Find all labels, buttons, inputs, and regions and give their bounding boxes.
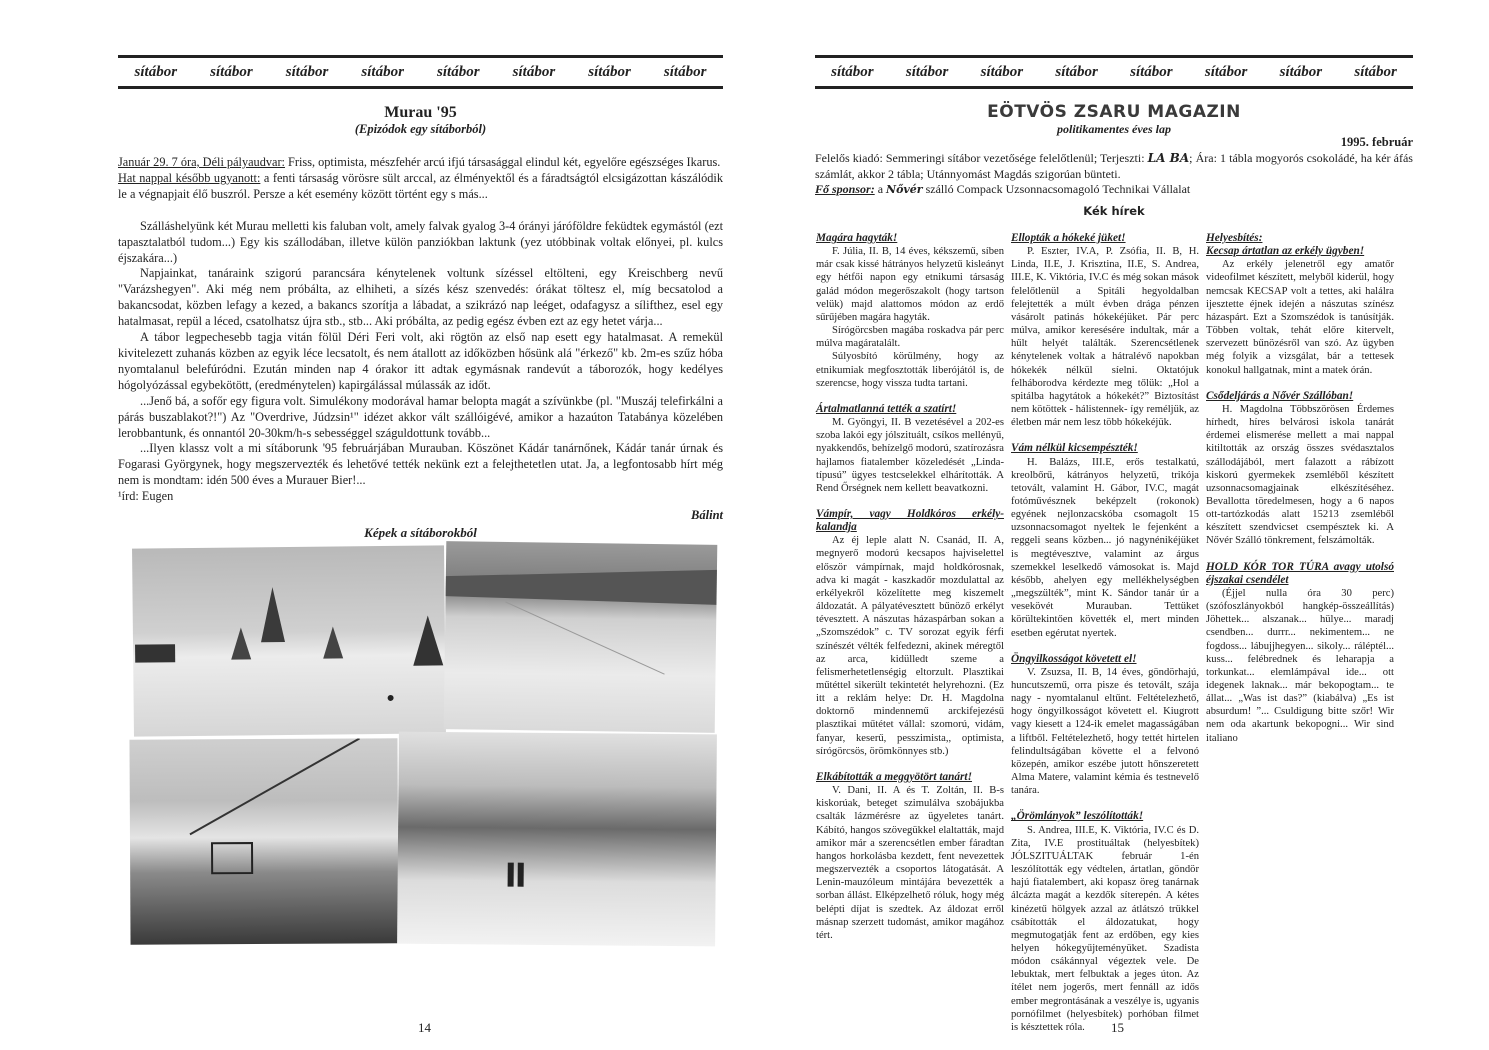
article-subtitle: (Epizódok egy sítáborból) [354,122,487,136]
news-text: F. Júlia, II. B, 14 éves, kékszemű, síben már csak kissé hátrányos helyzetű kisleányt egy hétfői napon egy etnikumi társaság galád módon megerőszakolt (hogy tartson velük) majd alattomos módon az erdő sűrűjében magára hagyták. [816,246,1004,323]
header-word: sítábor [437,63,480,80]
news-text: Az erkély jelenetről egy amatőr videofilmet készített, melyből kiderül, hogy nemcsak KECSAP volt a tettes, aki halálra ijesztette éjnek idején a nászutas színész házaspárt. Ezt a Szomszédok is tanúsítják. Többen voltak, tehát előre kitervelt, szervezett bűnözésről van szó. Az ügyben még folyik a vizsgálat, bár a tettesek konokul hallgatnak, mint a matek órán. [1206,259,1394,376]
photo-collage [130,543,716,941]
sponsor-label: Fő sponsor: [815,182,875,196]
news-headline: HOLD KÓR TOR TÚRA avagy utolsó éjszakai csendélet [1206,560,1394,586]
header-word: sítábor [210,63,253,80]
news-headline: Vámpír, vagy Holdkóros erkély-kalandja [816,507,1004,534]
imprint-text: ; Ára: 1 tábla mogyorós csokoládé, ha kér áfás számlát, akkor 2 tábla; Utánnyomást Magdás szigorúan bünteti. [815,151,1413,181]
news-text: Az éj leple alatt N. Csanád, II. A, megnyerő modorú kecsapos hajviselettel először vámpírnak, majd holdkórosnak, adva ki magát - kaszkadőr mozdulattal az erkélyekről közelítette meg kiszemelt áldozatát. A pályatévesztett bűnöző erkélyt tévesztett. A nászutas házaspárban sokan a „Szomszédok” c. TV sorozat egyik férfi színészét vélték felfedezni, akinek méregtől az arca, kidülledt szeme a felismerhetetlenségig eltorzult. Plasztikai műtéttel sikerült tekintetét helyrehozni. (Ez itt a reklám helye: Dr. H. Magdolna doktornő mindennemű arckifejezésű plasztikai műtétet vállal: szomorú, vidám, fanyar, keserű, pesszimista,, optimista, sírógörcsös, örömkönnyes stb.) [816,535,1004,757]
chairlift [129,738,398,944]
running-header [118,55,723,89]
news-text: V. Zsuzsa, II. B, 14 éves, göndörhajú, huncutszemű, orra pisze és tetovált, szája nagy - nyomtalanul eltűnt. Feltételezhető, hogy öngyilkosságot követett el. Kiugrott vagy kiesett a 124-ik emelet magasságában a liftből. Feltételezhető, hogy tettét hirtelen felindultságában követte el a felvonó közepén, amikor eszébe jutott hőnszeretett Alma Matere, valamint kémia és testnevelő tanára. [1011,666,1199,797]
news-text: Súlyosbító körülmény, hogy az etnikumiak megfosztották liberójától is, de szerencse, hogy vissza tudta tartani. [816,351,1004,389]
intro-text: Friss, optimista, mészfehér arcú ifjú társasággal elindul két, egyelőre egészséges Ikarus. [284,155,721,169]
header-word: sítábor [512,63,556,80]
tree-silhouettes [132,545,446,736]
news-headline: Magára hagyták! [816,232,898,244]
footnote: ¹írd: Eugen [118,489,174,504]
header-word: sítábor [134,63,178,80]
body-paragraph: Szálláshelyünk két Murau melletti kis faluban volt, amely falvak gyalog 3-4 órányi járóföldre feküdtek egymástól (ezt tapasztalatból tudom...) Egy kis szállodában, illetve külön panziókban laktunk (yez utóbbinak voltak előnyei, pl. kulcs éjszakára...) [118,218,723,265]
distributor-logo: LA BA [1147,151,1190,165]
news-text: Sírógörcsben magába roskadva pár perc múlva magáratalált. [816,325,1004,350]
news-column-1 [816,232,1004,942]
news-headline: Csődeljárás a Nővér Szállóban! [1206,389,1354,402]
header-word: sítábor [905,63,949,80]
walkers [397,732,717,947]
news-headline: Kecsap ártatlan az erkély ügyben! [1206,245,1365,258]
photo-ski-slope-trees [132,545,446,736]
sponsor-text: a [874,182,887,196]
masthead: EÖTVÖS ZSARU MAGAZIN [987,102,1241,122]
header-word: sítábor [361,63,404,80]
header-word: sítábor [285,63,329,80]
header-word: sítábor [1279,63,1323,80]
photo-chairlift [129,738,398,944]
news-text: V. Dani, II. A és T. Zoltán, II. B-s kiskorúak, beteget szimulálva szobájukba csalták lázmérésre az ügyeletes tanárt. Kábító, hangos szövegükkel elaltatták, majd amikor már a szerencsétlen ember fáradtan hangos horkolásba kezdett, fent nevezettek megszervezték a csoportos látogatását. A Lenin-mauzóleum mintájára bevezették a sorban állást. Elképzelhető róluk, hogy még belépti díjat is szedtek. Az áldozat erről másnap szerzett tudomást, amikor magához tért. [816,785,1004,941]
news-text: (Éjjel nulla óra 30 perc) (szófoszlányokból hangkép-összeállítás) Jöhettek... alszanak... hülye... maradj csendben... durrr... nekimentem... ne fogdoss... lábujjhegyen... sikoly... ráléptél... kuss... felébrednek és leharapja a torkunkat... elemlámpával ide... ott idegenek laknak... már bekopogtam... te állat... „Was ist das?” (kiabálva) „Es ist absurdum! ”... Csuldigung bitte szőr! Wir nem oda akartunk bekopogni... Wir sind italiano [1206,587,1394,744]
body-paragraph: ...Jenő bá, a sofőr egy figura volt. Simulékony modorával hamar belopta magát a szívünkbe (pl. "Muszáj telefirkálni a párás buszablakot?!") Az "Overdrive, Júdzsin¹" idézet akkor vált szállóigévé, amikor a hazaúton Tatabánya közelében lerobbantunk, és onnantól 20-30km/h-s sebességgel száguldottunk tovább... [118,393,723,440]
news-column-2 [1011,232,1199,1034]
photos-caption: Képek a sítáborokból [364,525,477,541]
news-column-3 [1206,232,1394,745]
news-headline: Elkábították a meggyötört tanárt! [816,770,972,783]
author-signature: Bálint [691,508,723,523]
header-word: sítábor [980,63,1024,80]
body-paragraph: ...Ilyen klassz volt a mi sítáborunk '95 februárjában Murauban. Köszönet Kádár tanárnőnek, Kádár tanár úrnak és Fogarasi Györgynek, hogy megszervezték és lehetővé tették nekünk ezt a felejthetetlen utat. Ja, a legfontosabb hírt még nem is mondtam: idén 500 éves a Murauer Bier!... [118,441,723,488]
article-title: Murau '95 [384,104,457,121]
article-body [118,155,723,941]
intro-text: a fenti társaság vörösre sült arccal, az élményektől és a fáradtságtól elcsigázottan kászálódik le a végnapjait élő buszról. Persze a két esemény között történt egy s más... [118,170,723,201]
running-header [815,55,1413,89]
intro-paragraph [118,171,723,203]
news-headline: „Örömlányok” leszólították! [1011,810,1144,823]
news-text: H. Balázs, III.E, erős testalkatú, kreolbőrű, kátrányos helyzetű, trikója tetovált, valamint H. Gábor, IV.C, magát fotóművésznek beképzelt (rokonok) egyének nejlonzacskóba csomagolt 15 uzsonnacsomagot nyeltek le fejenként a reggeli seans közben... jó nagynénikéjüket is megtévesztve, valamint az árgus szemekkel leselkedő vámosokat is. Majd később, ahelyen egy mellékhelységben „megszülték”, mint K. Sándor tanár úr a vesekövét Murauban. Tettüket körültekintően követték el, mert minden esetben egérutat nyertek. [1011,456,1199,639]
tagline: politikamentes éves lap [1057,122,1171,136]
news-headline: Öngyilkosságot követett el! [1011,652,1137,665]
body-paragraph: Napjainkat, tanáraink szigorú parancsára kénytelenek voltunk sízéssel eltölteni, egy Kreischberg nevű "Varázshegyen". Aki még nem próbálta, az elhiheti, a sízés kész szenvedés: órákat töltesz el, míg becsatolod a bakancsodat, közben lefagy a kezed, a bakancs szorítja a lábadat, a szikrázó nap leéget, odafagysz a sílifthez, esel egy hatalmasat, repül a léced, csatolhatsz újra stb., stb... Aki próbálta, az pedig egész évben ezt az egy hetet várja... [118,266,723,329]
forest-line [444,541,718,733]
intro-paragraph [118,155,723,171]
page-number: 14 [418,1020,431,1035]
header-word: sítábor [1204,63,1248,80]
body-paragraph: A tábor legpechesebb tagja vitán fölül Déri Feri volt, aki rögtön az első nap esett egy hatalmasat. A remekül kivitelezett zuhanás közben az egyik léce lecsatolt, és nem átallott az időközben hősünk alá "érkező" kb. 2m-es szűz hóba nyomtalanul belefúródni. Ezután minden nap 4 órakor itt adtak egymásnak randevút a táborozók, hogy kedélyes hógolyózással egybekötött, (eredménytelen) kapirgálással múlassák az időt. [118,330,723,392]
intro-label: Január 29. 7 óra, Déli pályaudvar: [118,155,285,169]
issue-date: 1995. február [1340,135,1413,149]
imprint [815,151,1413,198]
sponsor-text: szálló Compack Uzsonnacsomagoló Technikai Vállalat [922,182,1191,196]
news-headline: Helyesbítés: [1206,232,1263,244]
header-word: sítábor [1130,63,1173,80]
news-text: P. Eszter, IV.A, P. Zsófia, II. B, H. Linda, II.E, J. Krisztina, II.E, S. Andrea, III.E, K. Viktória, IV.C és még sokan mások felelőtlenül a Spitáli hegyoldalban felejtették a múlt évben drága pénzen vásárolt patinás hókekéjüket. Pár perc múlva, amikor keresésére indultak, már a hűlt helyét találták. Szerencsétlenek kénytelenek voltak a hátralévő napokban hókekék nélkül síelni. Oktatójuk felháborodva kérdezte meg tőlük: „Hol a spitálba hagytátok a hókekét?” Biztosítást nem kötöttek - hálistennek- így reméljük, az életben már nem lesz több hókekéjük. [1011,246,1199,429]
sponsor-logo: Nővér [886,183,923,196]
news-headline: Ártalmatlanná tették a szatírt! [816,402,957,415]
photo-ski-field [444,541,718,733]
news-headline: Ellopták a hókeké jüket! [1011,232,1126,244]
header-word: sítábor [588,63,631,80]
news-text: M. Gyöngyi, II. B vezetésével a 202-es szoba lakói egy jólszituált, csíkos mellényű, nyakkendős, behízelgő modorú, szatírozásra hajlamos fiatalember közeledését „Linda-típusú” ügyes testcselekkel elhárították. A Rend Őrségnek nem kellett beavatkozni. [816,417,1004,494]
header-word: sítábor [1055,63,1098,80]
page-right [745,0,1489,1050]
header-word: sítábor [1354,63,1397,80]
imprint-text: Felelős kiadó: Semmeringi sítábor vezetősége felelőtlenül; Terjeszti: [815,151,1148,165]
page-number: 15 [1111,1020,1124,1035]
news-headline: Vám nélkül kicsempészték! [1011,442,1138,455]
header-word: sítábor [663,63,707,80]
section-title: Kék hírek [1083,204,1145,218]
photo-forest-path [397,732,717,947]
news-text: S. Andrea, III.E, K. Viktória, IV.C és D. Zita, IV.E prostituáltak (helyesbítek) JÓLSZITUÁLTAK február 1-én leszólították egy védtelen, ártatlan, göndör hajú fiatalembert, aki kopasz öreg tanárnak álcázta magát a kezdők síterepén. A kétes kinézetű hölgyek azzal az átlátszó trükkel csábították el áldozatukat, hogy megmutogatják fent az erdőben, egy kies helyen hókegyűjteményüket. Szadista módon csákánnyal végeztek vele. De lebuktak, mert felbuktak a jeges úton. Az ítélet nem jogerős, mert fennáll az idős ember megrontásának a veszélye is, ugyanis pornófilmet (helyesbítek) porhóban filmet is késztettek róla. [1011,824,1199,1033]
header-word: sítábor [831,63,874,80]
news-text: H. Magdolna Többszörösen Érdemes hírhedt, híres belvárosi iskola tanárát érdemei elismerése mellett a mai nappal kitiltották az ország összes svédasztalos szállodájából, mert falazott a rábízott kiskorú gyermekek zsemléből készített uzsonnacsomagjainak elkészítéséhez. Bevallotta töredelmesen, hogy a 6 napos ott-tartózkodás alatt 15213 zsemléből készített szendvicset csempésztek ki. A Nővér Szálló tönkrement, felszámolták. [1206,403,1394,547]
intro-label: Hat nappal később ugyanott: [118,170,261,185]
